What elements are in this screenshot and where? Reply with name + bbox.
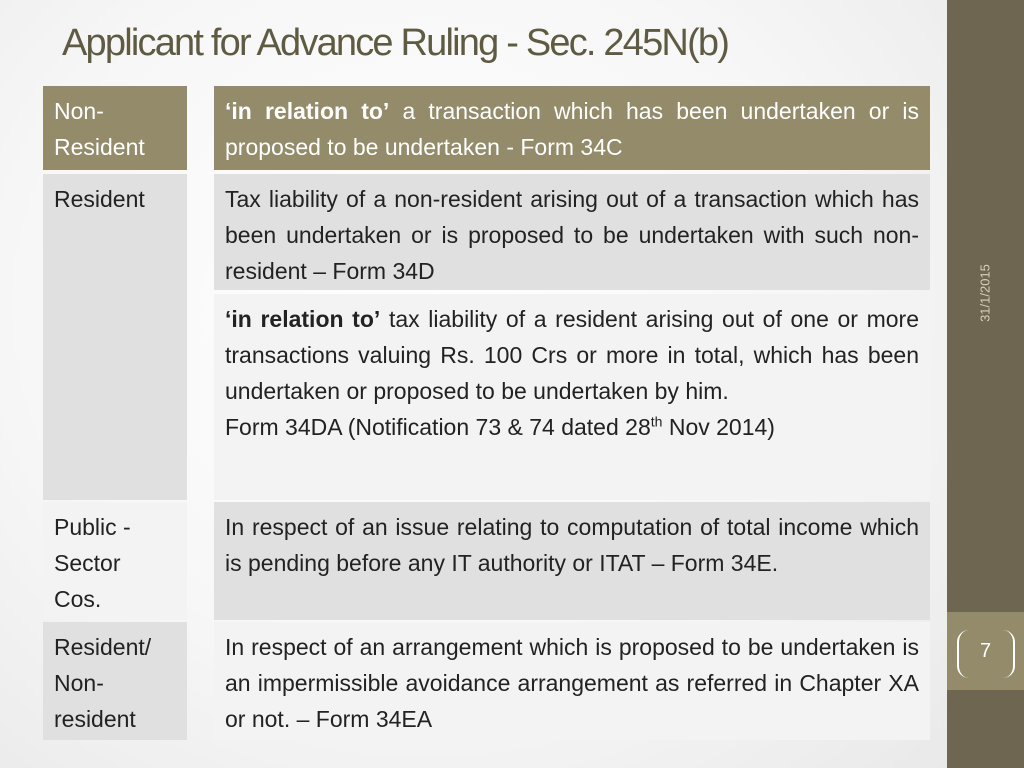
slide-date: 31/1/2015 <box>977 264 993 322</box>
description-form-34d <box>214 174 930 290</box>
category-non-resident <box>43 86 187 170</box>
description-text: a transaction which has been undertaken or is proposed to be undertaken - Form 34C <box>225 98 920 160</box>
slide-title: Applicant for Advance Ruling - Sec. 245N(b) <box>62 22 729 64</box>
page-number: 7 <box>979 640 992 662</box>
description-text: In respect of an arrangement which is proposed to be undertaken is an impermissible avoidance arrangement as referred in Chapter XA or not. – Form 34EA <box>225 634 919 732</box>
category-text: Resident/ Non- resident <box>54 634 152 732</box>
description-text: In respect of an issue relating to computation of total income which is pending before any IT authority or ITAT – Form 34E. <box>225 514 919 576</box>
category-resident-non-resident <box>43 622 187 740</box>
emphasis-text: ‘in relation to’ <box>225 98 390 124</box>
category-text: Resident <box>54 186 145 212</box>
description-form-34da <box>214 294 930 500</box>
description-text: Tax liability of a non-resident arising out of a transaction which has been undertaken or is proposed to be undertaken with such non-resident – Form 34D <box>225 186 919 284</box>
category-text: Public - Sector Cos. <box>54 514 131 612</box>
form-note-suffix: Nov 2014) <box>662 414 775 440</box>
form-note-text: Form 34DA (Notification 73 & 74 dated 28 <box>225 414 651 440</box>
category-text: Non- Resident <box>54 98 145 160</box>
description-form-34ea <box>214 622 930 740</box>
description-text: tax liability of a resident arising out of one or more transactions valuing Rs. 100 Crs or more in total, which has been undertaken or proposed to be undertaken by him. <box>225 306 920 404</box>
description-form-34e <box>214 502 930 620</box>
emphasis-text: ‘in relation to’ <box>225 306 381 332</box>
form-note-superscript: th <box>650 413 663 430</box>
category-resident <box>43 174 187 500</box>
description-form-34c <box>214 86 930 170</box>
category-public-sector <box>43 502 187 620</box>
